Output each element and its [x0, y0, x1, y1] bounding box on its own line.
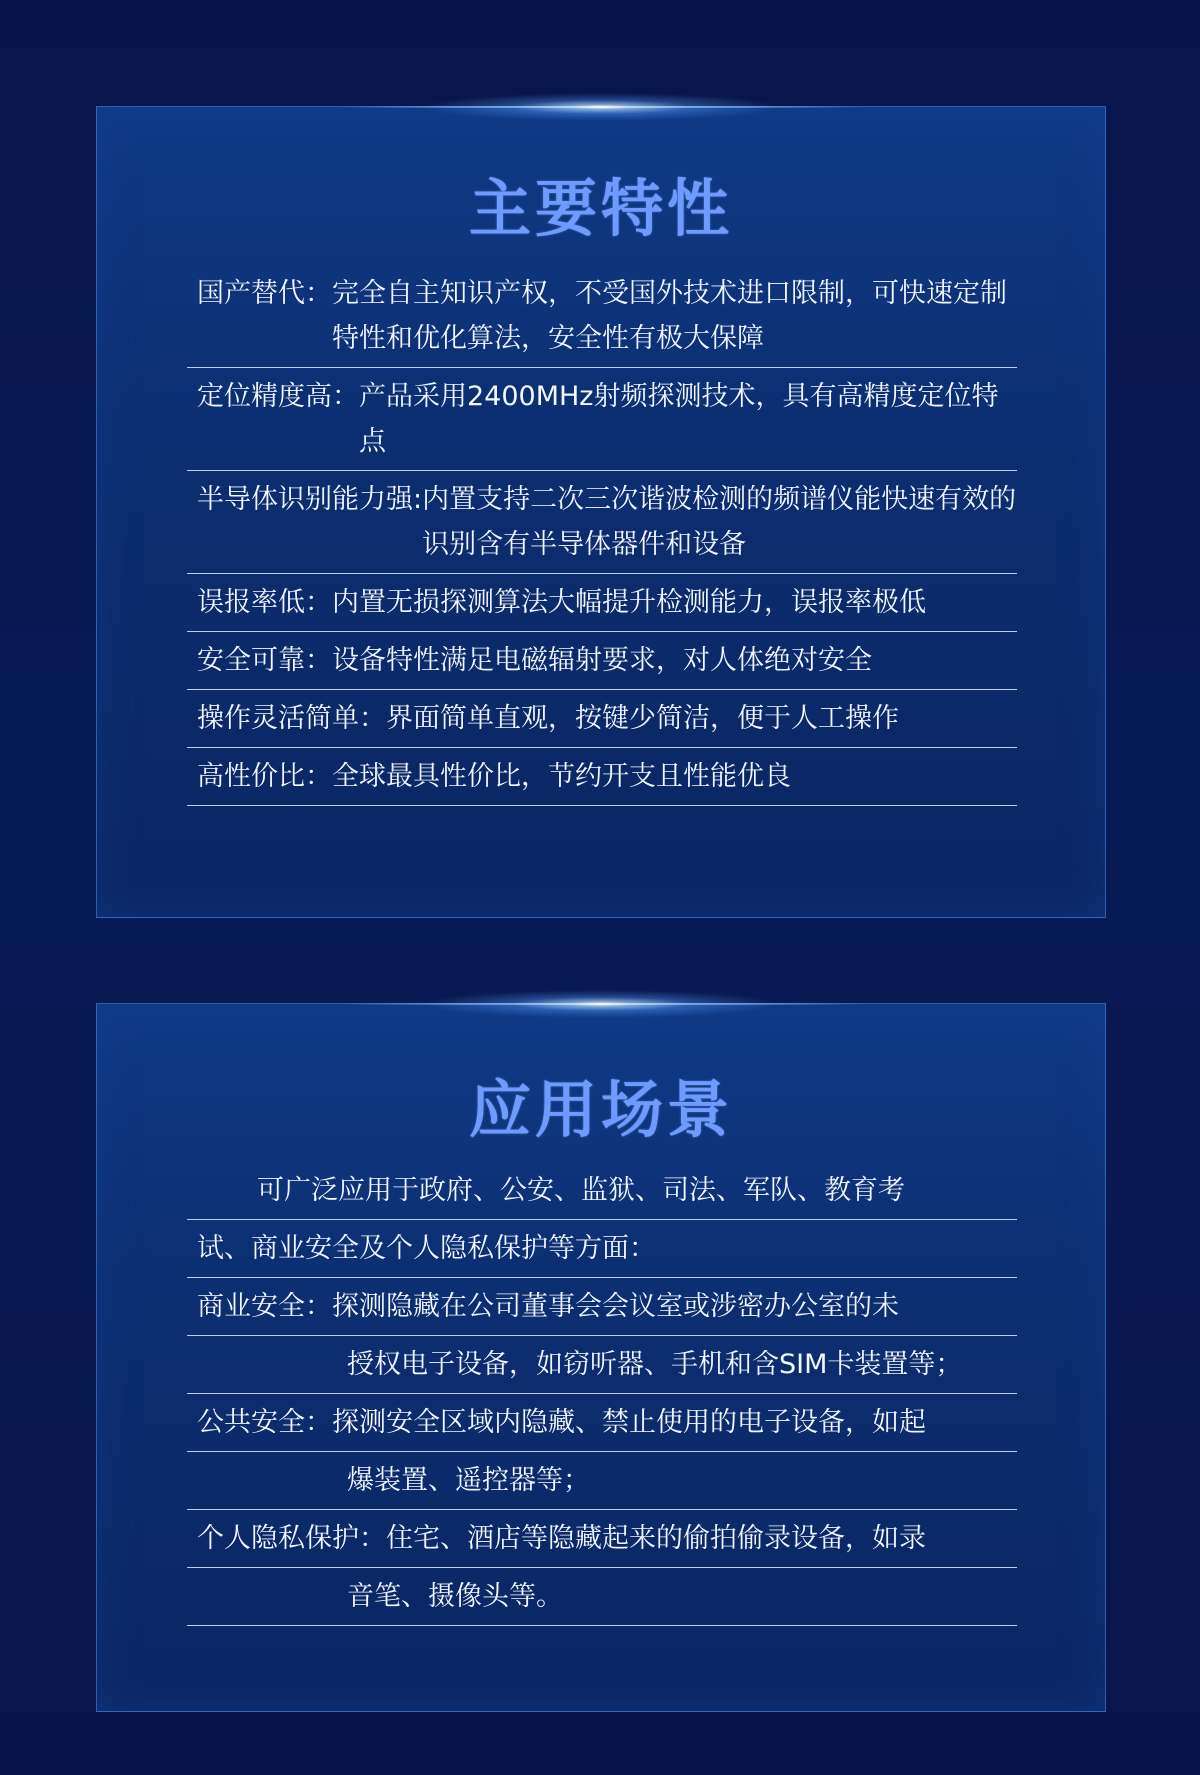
application-row-privacy	[187, 1510, 1017, 1568]
application-row-privacy-cont: 音笔、摄像头等。	[187, 1568, 1017, 1626]
applications-list	[187, 1162, 1017, 1626]
features-panel	[96, 106, 1106, 918]
feature-row-false-alarm	[187, 574, 1017, 632]
feature-term: 国产替代：	[197, 278, 332, 309]
application-term: 个人隐私保护：	[197, 1523, 386, 1554]
feature-term: 误报率低：	[197, 587, 332, 618]
feature-term: 高性价比：	[197, 761, 332, 792]
application-desc: 探测安全区域内隐藏、禁止使用的电子设备，如起	[332, 1407, 926, 1438]
feature-row-operation	[187, 690, 1017, 748]
feature-desc: 界面简单直观，按键少简洁，便于人工操作	[386, 703, 899, 734]
application-row-business-cont: 授权电子设备，如窃听器、手机和含SIM卡装置等；	[187, 1336, 1017, 1394]
application-row-public	[187, 1394, 1017, 1452]
applications-title: 应用场景	[468, 1073, 733, 1146]
feature-desc: 全球最具性价比，节约开支且性能优良	[332, 761, 791, 792]
feature-row-value	[187, 748, 1017, 806]
feature-row-precision	[187, 368, 1017, 471]
application-desc: 住宅、酒店等隐藏起来的偷拍偷录设备，如录	[386, 1523, 926, 1554]
application-row-business	[187, 1278, 1017, 1336]
feature-desc: 内置支持二次三次谐波检测的频谱仪能快速有效的识别含有半导体器件和设备	[422, 484, 1017, 560]
feature-desc: 内置无损探测算法大幅提升检测能力，误报率极低	[332, 587, 926, 618]
feature-term: 操作灵活简单：	[197, 703, 386, 734]
application-row-public-cont: 爆装置、遥控器等；	[187, 1452, 1017, 1510]
application-term: 公共安全：	[197, 1407, 332, 1438]
feature-row-semiconductor	[187, 471, 1017, 574]
feature-desc: 产品采用2400MHz射频探测技术，具有高精度定位特点	[359, 381, 999, 457]
applications-intro-line2: 试、商业安全及个人隐私保护等方面：	[187, 1220, 1017, 1278]
applications-intro-line1: 可广泛应用于政府、公安、监狱、司法、军队、教育考	[187, 1162, 1017, 1220]
application-desc: 探测隐藏在公司董事会会议室或涉密办公室的未	[332, 1291, 899, 1322]
feature-desc: 完全自主知识产权，不受国外技术进口限制，可快速定制特性和优化算法，安全性有极大保障	[332, 278, 1007, 354]
panel-top-glow-line	[341, 106, 861, 108]
application-term: 商业安全：	[197, 1291, 332, 1322]
feature-desc: 设备特性满足电磁辐射要求，对人体绝对安全	[332, 645, 872, 676]
features-list	[187, 265, 1017, 806]
panel-top-glow-line	[341, 1003, 861, 1005]
feature-term: 安全可靠：	[197, 645, 332, 676]
feature-row-safety	[187, 632, 1017, 690]
applications-panel	[96, 1003, 1106, 1712]
feature-term: 半导体识别能力强:	[197, 484, 423, 515]
feature-row-domestic	[187, 265, 1017, 368]
feature-term: 定位精度高：	[197, 381, 359, 412]
features-title: 主要特性	[468, 172, 733, 245]
